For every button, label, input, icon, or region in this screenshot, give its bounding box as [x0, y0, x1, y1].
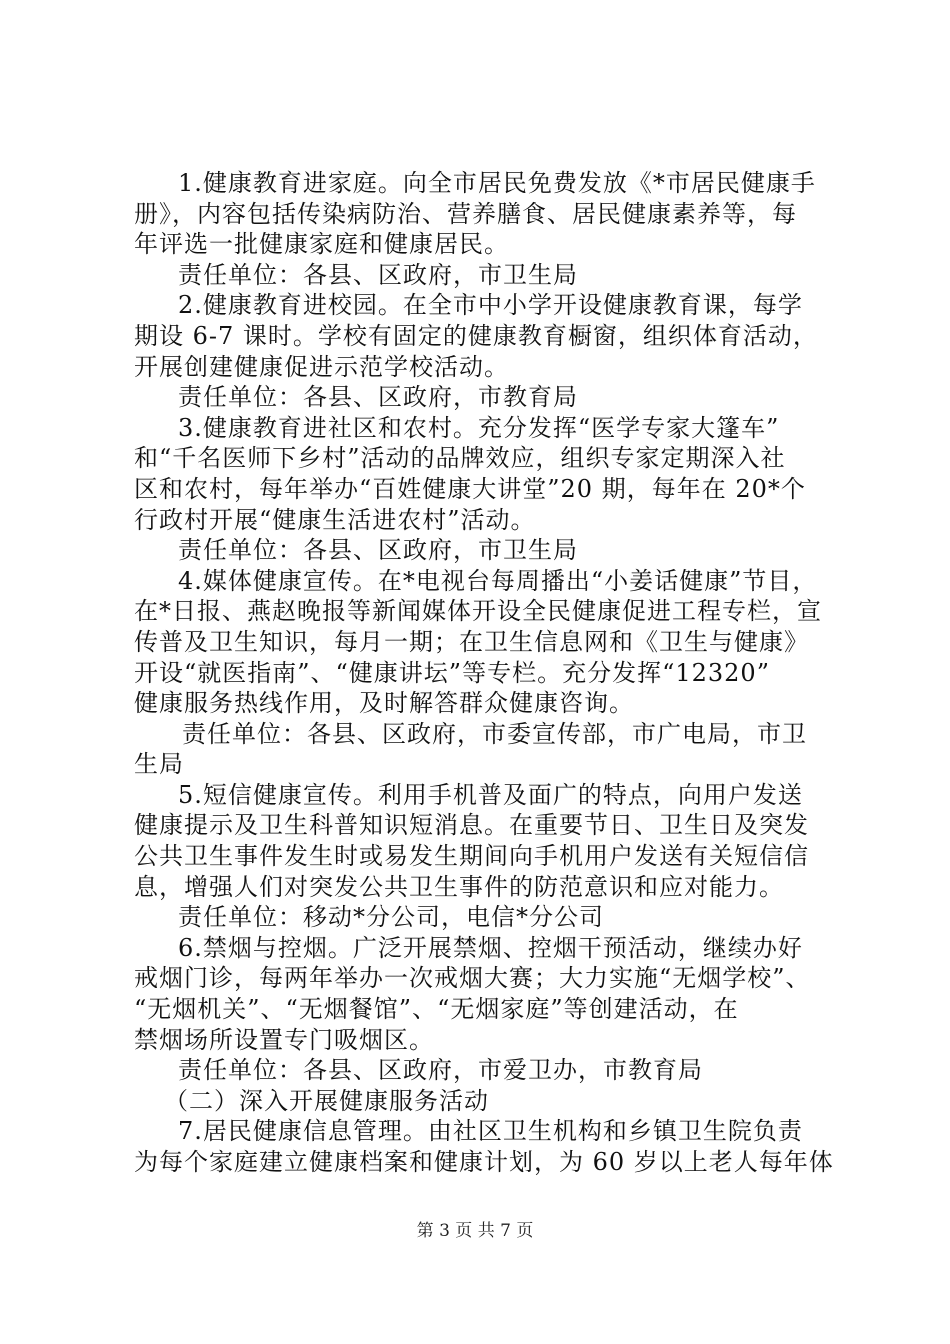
text-line: 开展创建健康促进示范学校活动。	[134, 352, 509, 381]
text-line: 传普及卫生知识，每月一期；在卫生信息网和《卫生与健康》	[134, 627, 809, 656]
text-line: 责任单位：各县、区政府，市教育局	[178, 383, 578, 412]
text-line: 开设“就医指南”、“健康讲坛”等专栏。充分发挥“12320”	[134, 658, 770, 687]
text-line: 行政村开展“健康生活进农村”活动。	[134, 505, 536, 534]
text-line: 期设 6-7 课时。学校有固定的健康教育橱窗，组织体育活动，	[134, 321, 818, 350]
text-line: 在*日报、燕赵晚报等新闻媒体开设全民健康促进工程专栏，宣	[134, 597, 822, 626]
page-footer: 第 3 页 共 7 页	[416, 1221, 534, 1241]
text-line: 区和农村，每年举办“百姓健康大讲堂”20 期，每年在 20*个	[134, 474, 806, 503]
text-line: 责任单位：各县、区政府，市委宣传部，市广电局，市卫	[182, 719, 807, 748]
text-line: 7.居民健康信息管理。由社区卫生机构和乡镇卫生院负责	[178, 1117, 803, 1146]
text-line: 年评选一批健康家庭和健康居民。	[134, 230, 509, 259]
text-line: 5.短信健康宣传。利用手机普及面广的特点，向用户发送	[178, 780, 803, 809]
text-line: “无烟机关”、“无烟餐馆”、“无烟家庭”等创建活动，在	[134, 995, 739, 1024]
text-line: 责任单位：移动*分公司，电信*分公司	[178, 903, 604, 932]
text-line: 4.媒体健康宣传。在*电视台每周播出“小姜话健康”节目，	[178, 566, 818, 595]
text-line: 3.健康教育进社区和农村。充分发挥“医学专家大篷车”	[178, 413, 780, 442]
document-body	[134, 168, 834, 1178]
text-line: 责任单位：各县、区政府，市卫生局	[178, 536, 578, 565]
text-line: 生局	[134, 750, 184, 779]
text-line: 公共卫生事件发生时或易发生期间向手机用户发送有关短信信	[134, 842, 809, 871]
text-line: 责任单位：各县、区政府，市卫生局	[178, 260, 578, 289]
text-line: 2.健康教育进校园。在全市中小学开设健康教育课，每学	[178, 291, 803, 320]
text-line: 戒烟门诊，每两年举办一次戒烟大赛；大力实施“无烟学校”、	[134, 964, 811, 993]
text-line: 6.禁烟与控烟。广泛开展禁烟、控烟干预活动，继续办好	[178, 933, 803, 962]
text-line: 和“千名医师下乡村”活动的品牌效应，组织专家定期深入社	[134, 444, 786, 473]
text-line: 健康提示及卫生科普知识短消息。在重要节日、卫生日及突发	[134, 811, 809, 840]
text-line: 息，增强人们对突发公共卫生事件的防范意识和应对能力。	[134, 872, 784, 901]
text-line: 1.健康教育进家庭。向全市居民免费发放《*市居民健康手	[178, 169, 816, 197]
text-line: 责任单位：各县、区政府，市爱卫办，市教育局	[178, 1056, 703, 1085]
text-line: 册》，内容包括传染病防治、营养膳食、居民健康素养等，每	[134, 199, 797, 228]
text-line: 健康服务热线作用，及时解答群众健康咨询。	[134, 689, 634, 718]
text-line: （二）深入开展健康服务活动	[164, 1086, 489, 1115]
text-line: 为每个家庭建立健康档案和健康计划，为 60 岁以上老人每年体	[134, 1148, 834, 1176]
text-line: 禁烟场所设置专门吸烟区。	[134, 1025, 434, 1054]
